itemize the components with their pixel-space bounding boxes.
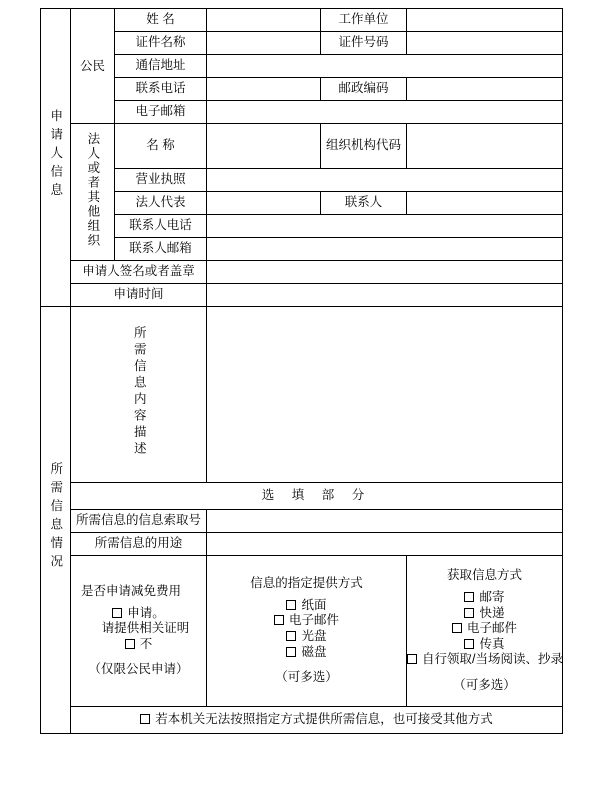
provide-method-option-email[interactable]: 电子邮件	[207, 613, 406, 629]
obtain-method-option-mail[interactable]: 邮寄	[407, 590, 562, 606]
field-application-time[interactable]	[207, 284, 563, 307]
obtain-method-block	[407, 556, 563, 707]
checkbox-icon[interactable]	[452, 623, 462, 633]
checkbox-icon[interactable]	[140, 714, 150, 724]
label-postal-code: 邮政编码	[321, 78, 407, 101]
label-contact-person: 联系人	[321, 192, 407, 215]
field-name[interactable]	[207, 9, 321, 32]
field-org-code[interactable]	[407, 124, 563, 169]
field-work-unit[interactable]	[407, 9, 563, 32]
obtain-method-footnote: （可多选）	[453, 678, 516, 693]
provide-method-block	[207, 556, 407, 707]
field-phone[interactable]	[207, 78, 321, 101]
optional-section-title: 选 填 部 分	[71, 483, 563, 510]
table-row	[41, 307, 563, 483]
fee-waiver-yes-note: 请提供相关证明	[101, 621, 190, 636]
field-id-number[interactable]	[407, 32, 563, 55]
table-row	[41, 9, 563, 32]
field-legal-representative[interactable]	[207, 192, 321, 215]
table-row	[41, 215, 563, 238]
table-row	[41, 483, 563, 510]
group-label-legal-entity: 法人或者其他组织	[71, 124, 115, 261]
field-usage[interactable]	[207, 533, 563, 556]
table-row	[41, 55, 563, 78]
table-row	[41, 284, 563, 307]
obtain-method-option-selfpickup[interactable]: 自行领取/当场阅读、抄录	[407, 652, 562, 668]
section-label-needed-info: 所需信息情况	[41, 307, 71, 734]
provide-method-title: 信息的指定提供方式	[250, 576, 363, 591]
label-org-code: 组织机构代码	[321, 124, 407, 169]
field-business-license[interactable]	[207, 169, 563, 192]
obtain-method-title: 获取信息方式	[446, 568, 522, 583]
checkbox-icon[interactable]	[286, 647, 296, 657]
field-index-number[interactable]	[207, 510, 563, 533]
provide-method-footnote: （可多选）	[275, 670, 338, 685]
checkbox-icon[interactable]	[464, 639, 474, 649]
table-row	[41, 78, 563, 101]
table-row	[41, 238, 563, 261]
field-signature[interactable]	[207, 261, 563, 284]
label-index-number: 所需信息的信息索取号	[71, 510, 207, 533]
checkbox-icon[interactable]	[125, 639, 135, 649]
fee-waiver-option-yes[interactable]: 申请。	[71, 606, 206, 622]
label-application-time: 申请时间	[71, 284, 207, 307]
table-row	[41, 169, 563, 192]
label-email: 电子邮箱	[115, 101, 207, 124]
table-row	[41, 510, 563, 533]
table-row	[41, 101, 563, 124]
table-row	[41, 192, 563, 215]
field-contact-phone[interactable]	[207, 215, 563, 238]
label-id-type: 证件名称	[115, 32, 207, 55]
label-name: 姓 名	[115, 9, 207, 32]
obtain-method-option-email[interactable]: 电子邮件	[407, 621, 562, 637]
label-phone: 联系电话	[115, 78, 207, 101]
table-row	[41, 32, 563, 55]
group-label-citizen: 公民	[71, 9, 115, 124]
obtain-method-option-express[interactable]: 快递	[407, 606, 562, 622]
provide-method-option-paper[interactable]: 纸面	[207, 598, 406, 614]
field-address[interactable]	[207, 55, 563, 78]
information-request-form	[40, 8, 563, 734]
label-usage: 所需信息的用途	[71, 533, 207, 556]
label-entity-name: 名 称	[115, 124, 207, 169]
checkbox-icon[interactable]	[112, 608, 122, 618]
label-address: 通信地址	[115, 55, 207, 78]
label-legal-representative: 法人代表	[115, 192, 207, 215]
fee-waiver-block	[71, 556, 207, 707]
section-label-applicant-info: 申请人信息	[41, 9, 71, 307]
fee-waiver-question: 是否申请减免费用	[81, 583, 182, 598]
table-row	[41, 707, 563, 734]
alternate-method-note[interactable]: 若本机关无法按照指定方式提供所需信息，也可接受其他方式	[71, 707, 563, 734]
field-entity-name[interactable]	[207, 124, 321, 169]
label-business-license: 营业执照	[115, 169, 207, 192]
fee-waiver-footnote: （仅限公民申请）	[88, 662, 189, 677]
field-postal-code[interactable]	[407, 78, 563, 101]
label-id-number: 证件号码	[321, 32, 407, 55]
checkbox-icon[interactable]	[464, 592, 474, 602]
label-signature: 申请人签名或者盖章	[71, 261, 207, 284]
label-contact-phone: 联系人电话	[115, 215, 207, 238]
provide-method-option-disk[interactable]: 磁盘	[207, 645, 406, 661]
field-id-type[interactable]	[207, 32, 321, 55]
provide-method-option-cd[interactable]: 光盘	[207, 629, 406, 645]
label-work-unit: 工作单位	[321, 9, 407, 32]
table-row	[41, 261, 563, 284]
label-contact-email: 联系人邮箱	[115, 238, 207, 261]
field-description[interactable]	[207, 307, 563, 483]
obtain-method-option-fax[interactable]: 传真	[407, 637, 562, 653]
field-contact-email[interactable]	[207, 238, 563, 261]
fee-waiver-option-no[interactable]: 不	[71, 637, 206, 653]
field-email[interactable]	[207, 101, 563, 124]
table-row	[41, 556, 563, 707]
checkbox-icon[interactable]	[407, 654, 417, 664]
table-row	[41, 124, 563, 169]
checkbox-icon[interactable]	[286, 600, 296, 610]
checkbox-icon[interactable]	[274, 615, 284, 625]
checkbox-icon[interactable]	[286, 631, 296, 641]
label-description: 所需信息内容描述	[71, 307, 207, 483]
table-row	[41, 533, 563, 556]
field-contact-person[interactable]	[407, 192, 563, 215]
checkbox-icon[interactable]	[464, 608, 474, 618]
